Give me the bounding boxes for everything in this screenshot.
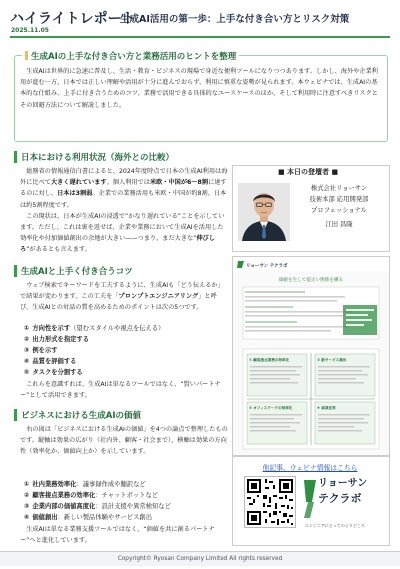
usage-text: ”があるとも言えます。 — [26, 246, 91, 254]
logo-tagline: エンジニアにとってのよりどころ — [305, 523, 365, 528]
list-number: ① — [24, 481, 30, 488]
list-number: ① — [24, 325, 30, 332]
slide-cell-label: ④ 事業変革 — [317, 406, 336, 410]
speaker-company: 株式会社リョーサン — [310, 185, 368, 192]
list-item — [24, 356, 230, 367]
logo-name-line: リョーサン — [318, 478, 368, 489]
value-text: 右の図は「ビジネスにおける生成AIの価値」を4つの論点で整理したものです。縦軸は効果の広がり（社内外、顧客・社会まで）、横軸は効果の方向性（効率化か、価値向上か）を示しています。 — [20, 426, 228, 456]
list-item-title: 価値創出 — [32, 514, 58, 521]
value-closing-text: 生成AIは単なる業務支援ツールではなく、“価値を共に創るパートナー”へと進化しています。 — [20, 526, 215, 545]
intro-body: 生成AIは世界的に急速に普及し、生活・教育・ビジネスの現場で身近な便利ツールになりつつあります。しかし、海外や企業利用が進む一方、日本では正しい理解や活用が十分に進んでおらず、利用に慎重な姿勢が見られます。本ウェビナでは、生成AIの基本的な仕組み、上手に付き合うためのコツ、業務で活用できる具体的なユースケースのほか、そして利用時に注意すべきリスクとその回避方法について解説しました。 — [20, 68, 378, 109]
list-number: ④ — [24, 514, 30, 521]
value-closing — [20, 524, 228, 546]
list-item — [24, 501, 230, 512]
speaker-photo — [238, 183, 290, 241]
usage-emphasis: 大きく遅れています — [50, 179, 107, 187]
tips-list — [24, 323, 230, 378]
list-item-title: 企業内部の価値高度化 — [32, 503, 96, 510]
list-number: ④ — [24, 358, 30, 365]
list-item — [24, 367, 230, 378]
speaker-name: 江田 昌隆 — [325, 221, 353, 228]
footer-copyright: Copyright© Ryosan Company Limited All rights reserved — [0, 551, 400, 566]
slide-screenshot — [232, 256, 390, 456]
value-list — [24, 479, 230, 523]
speaker-portrait-image — [238, 183, 290, 241]
speaker-heading: ■ 本日の登壇者 ■ — [278, 168, 339, 176]
usage-text: 。企業での業務活用も米欧・中国が約8割、日本は約5割程度です。 — [20, 190, 227, 209]
qr-code[interactable] — [244, 476, 296, 528]
tips-emphasis: プロンプトエンジニアリング — [118, 293, 199, 301]
list-item — [24, 334, 230, 345]
section-heading-tips: 生成AIと上手く付き合うコツ — [14, 265, 133, 277]
section-value-body — [20, 424, 228, 458]
section-usage-body — [20, 166, 228, 256]
qr-code-image — [245, 477, 295, 527]
slide-brand: リョーサン テクラボ — [246, 264, 288, 269]
slide-cell-label: ③ オフィスワークの効率化 — [249, 406, 293, 410]
usage-text: 総務省の情報通信白書によると、2024年度時点で日本の生成AI利用は海外に比べて — [20, 168, 228, 187]
usage-text: 。個人利用では — [106, 179, 150, 187]
speaker-info — [293, 183, 385, 230]
list-number: ③ — [24, 503, 30, 510]
list-number: ② — [24, 336, 30, 343]
list-number: ③ — [24, 347, 30, 354]
slide-cell-label: ② 新サービス創出 — [317, 358, 347, 362]
list-item-note: ：設計支援や異常検知など — [95, 503, 171, 510]
speaker-department: 技術本部 応用開発部 — [309, 196, 369, 203]
section-heading-value: ビジネスにおける生成AIの価値 — [14, 409, 141, 421]
list-item-note: ：新しい製品体験やサービス創出 — [57, 514, 152, 521]
usage-emphasis: 伸びしろ — [20, 235, 216, 254]
tips-closing-text: これらを意識すれば、生成AIは単なるツールではなく、“賢いパートナー”として活用できます。 — [20, 381, 221, 400]
list-item-title: 出力形式を指定する — [32, 336, 90, 343]
slide-headline: 価値を生して提正い関係を構る — [278, 278, 344, 283]
more-articles-link[interactable]: 他記事、ウェビナ情報はこちら — [262, 464, 358, 472]
tips-closing — [20, 379, 228, 401]
list-item-title: 例を示す — [32, 347, 58, 354]
list-item-title: 方向性を示す — [32, 325, 71, 332]
tips-text: 」と呼び、生成AIとの対話の質を高めるためのポイントは次の5つです。 — [20, 293, 217, 312]
intro-text — [20, 66, 380, 111]
list-number: ⑤ — [24, 369, 30, 376]
usage-emphasis: 日本は3割弱 — [57, 190, 93, 198]
list-item-title: タスクを分割する — [32, 369, 83, 376]
usage-text: この現状は、日本が生成AIの浸透で“かなり遅れている”ことを示しています。ただし、これは裏を返せば、企業や業務において生成AIを活用した効率化や付加価値創出の余地が大きい——つまり、まだ大きな“ — [20, 212, 225, 243]
list-item-note: （望むスタイルや視点を伝える） — [70, 325, 165, 332]
tips-text: ウェブ検索でキーワードを工夫するように、生成AIも「どう伝えるか」で結果が変わります。この工夫を「 — [20, 282, 224, 301]
usage-text: に達するのに対し、 — [20, 179, 227, 198]
report-subtitle: 生成AI活用の第一歩：上手な付き合い方とリスク対策 — [120, 14, 350, 25]
list-item-note: ：議事録作成や翻訳など — [76, 481, 146, 488]
list-item-note: ：チャットボットなど — [95, 492, 159, 499]
header-divider — [10, 36, 390, 38]
intro-heading-text: 生成AIの上手な付き合い方と業務活用のヒントを整理 — [31, 52, 237, 62]
slide-cell-label: ① 顧客接点業務の効率化 — [249, 358, 290, 362]
list-item-title: 品質を評価する — [32, 358, 77, 365]
logo-wordmark — [318, 478, 367, 504]
usage-emphasis: 米欧・中国が6～8割 — [149, 179, 209, 187]
list-item-title: 社内業務効率化 — [32, 481, 77, 488]
intro-heading — [22, 50, 239, 62]
list-item — [24, 323, 230, 334]
report-title: ハイライトレポート — [10, 11, 136, 27]
slide-image — [233, 257, 389, 455]
list-item — [24, 512, 230, 523]
list-item-title: 顧客接点業務の効率化 — [32, 492, 96, 499]
speaker-role: プロフェッショナル — [311, 207, 367, 214]
report-date: 2025.11.05 — [11, 27, 49, 34]
section-tips-intro — [20, 280, 228, 314]
list-number: ② — [24, 492, 30, 499]
section-heading-usage: 日本における利用状況（海外との比較） — [14, 151, 174, 163]
list-item — [24, 490, 230, 501]
list-item — [24, 345, 230, 356]
logo-name-line: テクラボ — [318, 492, 362, 505]
list-item — [24, 479, 230, 490]
heading-accent-bar — [25, 51, 28, 60]
